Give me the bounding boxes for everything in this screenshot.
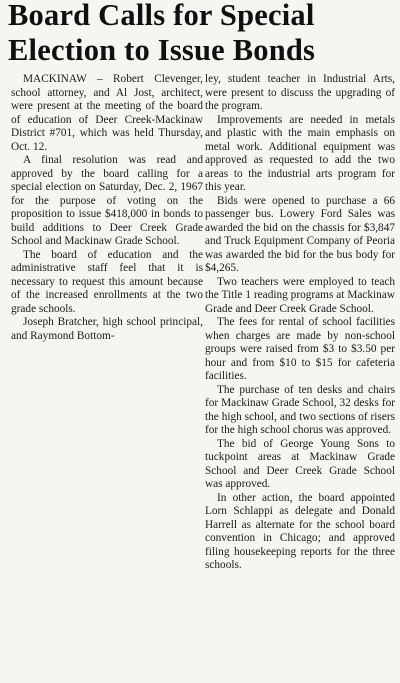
paragraph-4: Joseph Bratcher, high school principal, and Raymond Bottom- <box>11 316 203 342</box>
paragraph-2: A final resolution was read and approved by the board calling for a special election on Saturday, Dec. 2, 1967 for the purpose of voting on the proposition to issue $418,000 in bonds to build additions to Deer Creek Grade School and Mackinaw Grade School. <box>11 154 203 247</box>
paragraph-6: Bids were opened to purchase a 66 passenger bus. Lowery Ford Sales was awarded the bid on the chassis for $3,847 and Truck Equipment Company of Peoria was awarded the bid for the bus body for $4,265. <box>205 194 395 274</box>
paragraph-continuation: ley, student teacher in Industrial Arts, were present to discuss the upgrading of the program. <box>205 73 395 112</box>
paragraph-5: Improvements are needed in metals and plastic with the main emphasis on metal work. Additional equipment was approved as requested to add the two areas to the industrial arts program for this year. <box>205 113 395 193</box>
paragraph-7: Two teachers were employed to teach the Title 1 reading programs at Mackinaw Grade and Deer Creek Grade School. <box>205 275 395 315</box>
left-column <box>11 73 203 343</box>
paragraph-3: The board of education and the administrative staff feel that it is necessary to request this amount because of the increased enrollments at the two grade schools. <box>11 248 203 315</box>
paragraph-8: The fees for rental of school facilities when charges are made by non-school groups were raised from $3 to $3.50 per hour and from $10 to $15 for cafeteria facilities. <box>205 316 395 382</box>
right-column <box>205 73 395 573</box>
paragraph-10: The bid of George Young Sons to tuckpoint areas at Mackinaw Grade School and Deer Creek Grade School was approved. <box>205 437 395 490</box>
headline-line-1: Board Calls for Special <box>8 0 315 32</box>
paragraph-11: In other action, the board appointed Lorn Schlappi as delegate and Donald Harrell as alternate for the school board convention in Chicago; and approved filing housekeeping reports for the three schools. <box>205 491 395 571</box>
headline-line-2: Election to Issue Bonds <box>8 33 316 67</box>
paragraph-1: MACKINAW – Robert Clevenger, school attorney, and Al Jost, architect, were present at the meeting of the board of education of Deer Creek-Mackinaw District #701, which was held Thursday, Oct. 12. <box>11 73 203 153</box>
paragraph-9: The purchase of ten desks and chairs for Mackinaw Grade School, 32 desks for the high school, and two sections of risers for the high school chorus was approved. <box>205 383 395 436</box>
